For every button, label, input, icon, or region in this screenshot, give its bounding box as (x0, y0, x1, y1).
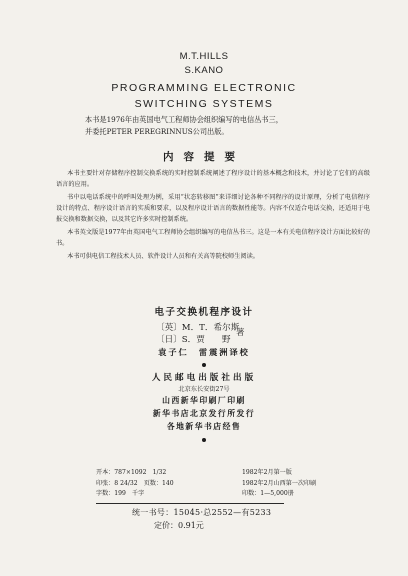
colophon-cell: 开本：787×1092 1/32 (96, 469, 167, 476)
book-author-2: 〔日〕S．贾 野 (156, 335, 231, 345)
colophon-row (96, 489, 356, 500)
summary-heading: 内容提要 (163, 151, 245, 163)
author-kano: S.KANO (184, 65, 224, 76)
book-info (0, 304, 408, 446)
book-price: 定价：0.91元 (154, 521, 204, 530)
separator-dot (202, 438, 206, 442)
colophon-cell: 1982年2月山西第一次印刷 (242, 479, 317, 487)
seller-name: 各地新华书店经售 (166, 422, 242, 431)
distributor-name: 新华书店北京发行所发行 (152, 409, 256, 418)
book-title: 电子交换机程序设计 (154, 307, 254, 318)
english-title-line1: PROGRAMMING ELECTRONIC (111, 82, 297, 94)
english-title (0, 80, 408, 112)
summary-paragraph: 本书主要针对存储程序控制交换系统的实时控制系统阐述了程序设计的基本概念和技术，并讨论了它们的高级语言的应用。 (56, 170, 370, 189)
summary-text (56, 168, 370, 264)
summary-paragraph: 本书可供电信工程技术人员、软件设计人员和有关高等院校师生阅读。 (67, 252, 259, 260)
colophon (96, 468, 356, 532)
colophon-cell: 1982年2月第一版 (242, 469, 292, 476)
book-authors (134, 319, 274, 347)
separator-dot (202, 363, 206, 367)
colophon-cell: 印数：1—5,000册 (242, 490, 294, 497)
unified-book-number: 统一书号：15045·总2552—有5233 (132, 507, 272, 517)
summary-paragraph: 本书英文版是1977年由英国电气工程师协会组织编写的电信丛书三。这是一本有关电信程序设计方面比较好的书。 (56, 229, 370, 248)
edition-note-line2: 并委托PETER PEREGRINNUS公司出版。 (85, 127, 229, 136)
book-author-suffix: 著 (236, 328, 245, 338)
printer-name: 山西新华印刷厂印刷 (162, 396, 246, 405)
colophon-cell: 字数：199 千字 (96, 490, 145, 497)
english-title-line2: SWITCHING SYSTEMS (134, 98, 274, 110)
author-hills: M.T.HILLS (179, 51, 229, 62)
publisher-name: 人民邮电出版社出版 (151, 373, 257, 383)
edition-note (85, 114, 385, 138)
summary-paragraph: 书中以电话系统中的呼叫处理为例，采用“状态转移图”来详细讨论各种不同程序的设计原理，分析了电信程序设计的特点、程序设计语言的实质和要求，以及程序设计语言的数据性能等。内容不仅适合电话交换，还适用于电报交换和数据交换，以及其它许多实时控制系统。 (56, 193, 370, 224)
colophon-row (96, 468, 356, 479)
colophon-cell (184, 468, 242, 479)
book-author-1: 〔英〕M．T．希尔斯 (156, 323, 240, 333)
colophon-divider (96, 503, 284, 504)
book-translator: 袁子仁 雷震洲译校 (158, 347, 250, 357)
colophon-cell (184, 479, 242, 490)
colophon-cell (184, 489, 242, 500)
edition-note-line1: 本书是1976年由英国电气工程师协会组织编写的电信丛书三， (85, 115, 283, 124)
english-authors (0, 50, 408, 78)
colophon-row (96, 479, 356, 490)
publisher-address: 北京东长安街27号 (178, 386, 230, 393)
colophon-cell: 印张：8 24/32 页数：140 (96, 479, 174, 487)
